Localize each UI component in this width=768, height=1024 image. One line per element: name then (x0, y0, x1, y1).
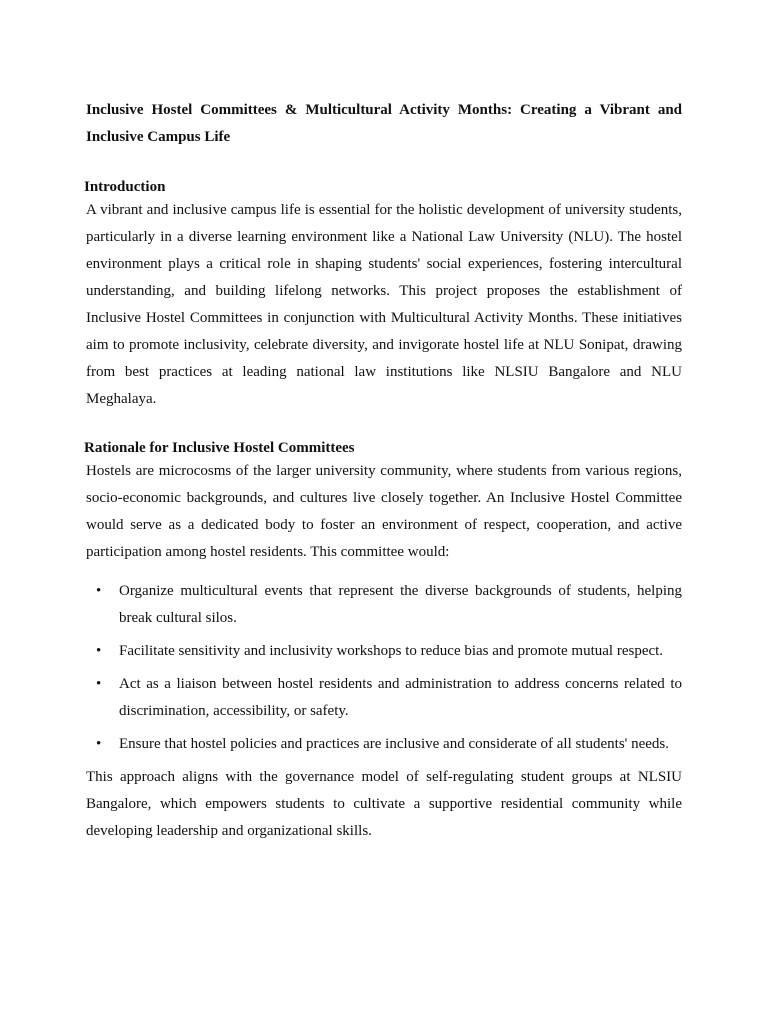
bullet-icon: • (96, 736, 102, 752)
list-item-text: Ensure that hostel policies and practices are inclusive and considerate of all students' needs. (119, 736, 670, 752)
bullet-icon: • (96, 583, 102, 599)
document-body (86, 97, 682, 845)
bullet-icon: • (96, 676, 102, 692)
introduction-paragraph: A vibrant and inclusive campus life is essential for the holistic development of university students, particularly in a diverse learning environment like a National Law University (NLU). The hostel environment plays a critical role in shaping students' social experiences, fostering intercultural understanding, and building lifelong networks. This project proposes the establishment of Inclusive Hostel Committees in conjunction with Multicultural Activity Months. These initiatives aim to promote inclusivity, celebrate diversity, and invigorate hostel life at NLU Sonipat, drawing from best practices at leading national law institutions like NLSIU Bangalore and NLU Meghalaya. (86, 202, 682, 407)
list-item-text: Organize multicultural events that represent the diverse backgrounds of students, helping break cultural silos. (119, 583, 682, 626)
rationale-heading: Rationale for Inclusive Hostel Committees (84, 440, 355, 456)
bullet-icon: • (96, 643, 102, 659)
closing-paragraph: This approach aligns with the governance model of self-regulating student groups at NLSIU Bangalore, which empowers students to cultivate a supportive residential community while developing leadership and organizational skills. (86, 769, 682, 839)
list-item (86, 671, 682, 725)
list-item (86, 578, 682, 632)
list-item (86, 731, 682, 758)
list-item-text: Act as a liaison between hostel residents and administration to address concerns related to discrimination, accessibility, or safety. (119, 676, 682, 719)
list-item (86, 638, 682, 665)
document-title: Inclusive Hostel Committees & Multicultural Activity Months: Creating a Vibrant and Inclusive Campus Life (86, 102, 682, 145)
introduction-heading: Introduction (84, 179, 166, 195)
rationale-paragraph: Hostels are microcosms of the larger university community, where students from various regions, socio-economic backgrounds, and cultures live closely together. An Inclusive Hostel Committee would serve as a dedicated body to foster an environment of respect, cooperation, and active participation among hostel residents. This committee would: (86, 463, 682, 560)
committee-duties-list (86, 578, 682, 758)
list-item-text: Facilitate sensitivity and inclusivity workshops to reduce bias and promote mutual respect. (119, 643, 664, 659)
